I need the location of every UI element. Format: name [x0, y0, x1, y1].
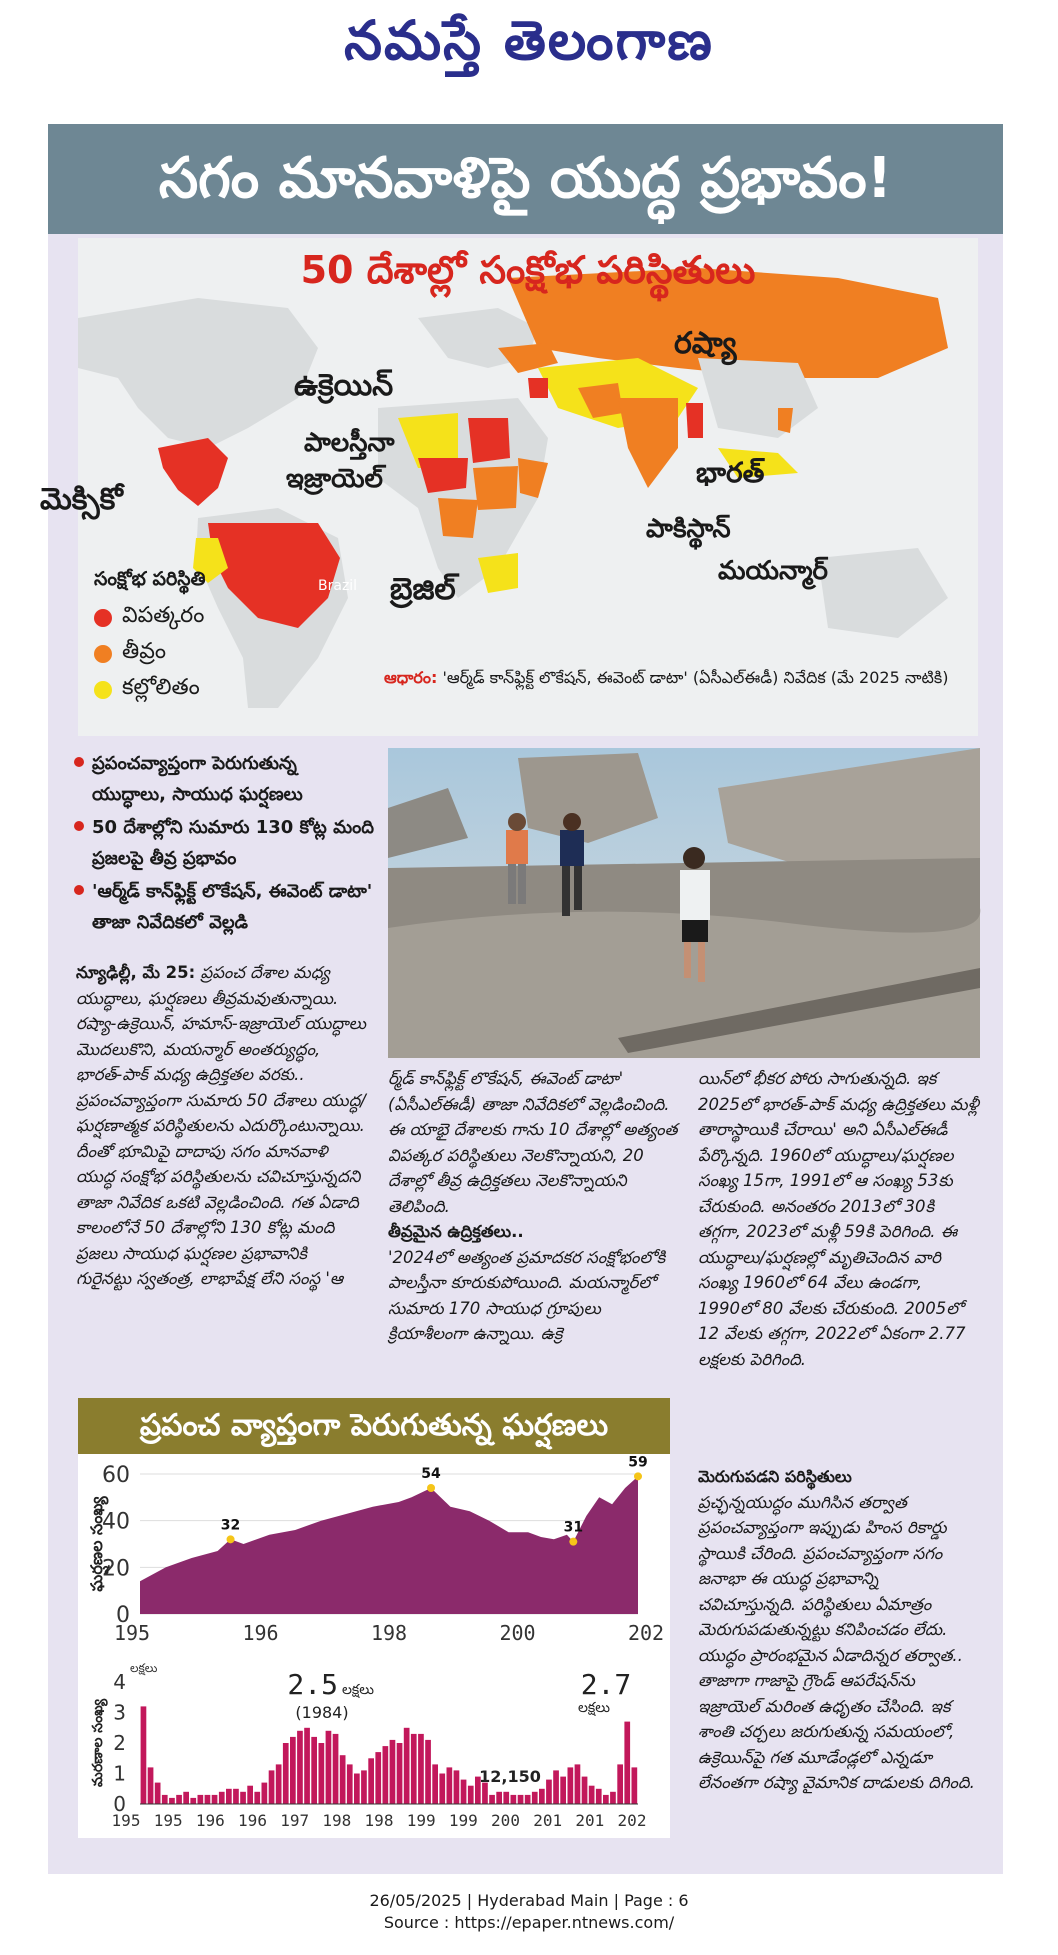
- bar-x-tick: 195: [153, 1811, 183, 1830]
- bar: [155, 1783, 161, 1804]
- highlights-list: [74, 748, 374, 940]
- region-drc: [438, 498, 478, 538]
- area-y-tick: 0: [116, 1603, 130, 1628]
- bar: [304, 1728, 310, 1804]
- area-annotation-dot: [634, 1472, 642, 1480]
- bar: [624, 1722, 630, 1804]
- map-title: 50 దేశాల్లో సంక్షోభ పరిస్థితులు: [300, 248, 756, 292]
- bar: [468, 1786, 474, 1804]
- photo-scene: [388, 748, 980, 1058]
- headline: సగం మానవాళిపై యుద్ధ ప్రభావం!: [48, 124, 1003, 234]
- article-text: '2024లో అత్యంత ప్రమాదకర సంక్షోభంలోకి పాలస్తీనా కూరుకుపోయింది. మయన్మార్‌లో సుమారు 170 సాయుధ గ్రూపులు క్రియాశీలంగా ఉన్నాయి. ఉక్రె: [388, 1247, 666, 1343]
- bar: [190, 1798, 196, 1804]
- bar-x-tick: 198: [322, 1811, 352, 1830]
- bar: [539, 1789, 545, 1804]
- bar: [183, 1792, 189, 1804]
- bar: [496, 1792, 502, 1804]
- footer-source: Source : https://epaper.ntnews.com/: [383, 1913, 675, 1932]
- bar: [212, 1795, 218, 1804]
- area-x-tick: 198: [370, 1621, 408, 1645]
- map-label-ukraine: ఉక్రెయిన్: [294, 368, 394, 403]
- bar: [162, 1795, 168, 1804]
- article-text: ప్రచ్ఛన్నయుద్ధం ముగిసిన తర్వాత ప్రపంచవ్యాప్తంగా ఇప్పుడు హింస రికార్డు స్థాయికి చేరింది. ప్రపంచవ్యాప్తంగా సగం జనాభా ఈ యుద్ధ ప్రభావాన్ని చవిచూస్తున్నది. పరిస్థితులు ఏమాత్రం మెరుగుపడుతున్నట్టు కనిపించడం లేదు. యుద్ధం ప్రారంభమైన ఏడాదిన్నర తర్వాత.. తాజాగా గాజాపై గ్రౌండ్ ఆపరేషన్‌ను ఇజ్రాయెల్ మరింత ఉధృతం చేసింది. ఇక శాంతి చర్చలు జరుగుతున్న సమయంలో, ఉక్రెయిన్‌పై గత మూడేండ్లలో ఎన్నడూ లేనంతగా రష్యా వైమానిక దాడులకు దిగింది.: [698, 1492, 975, 1792]
- bar: [326, 1731, 332, 1804]
- article-text: ప్రపంచ దేశాల మధ్య యుద్ధాలు, ఘర్షణలు తీవ్రమవుతున్నాయి. రష్యా-ఉక్రెయిన్, హమాస్-ఇజ్రాయెల్ యుద్ధాలు మొదలుకొని, మయన్మార్ అంతర్యుద్ధం, భారత్-పాక్ మధ్య ఉద్రిక్తతల వరకు.. ప్రపంచవ్యాప్తంగా సుమారు 50 దేశాలు యుద్ధ/ఘర్షణాత్మక పరిస్థితులను ఎదుర్కొంటున్నాయి. దీంతో భూమిపై దాదాపు సగం మానవాళి యుద్ధ సంక్షోభ పరిస్థితులను చవిచూస్తున్నదని తాజా నివేదిక ఒకటి వెల్లడించింది. గత ఏడాది కాలంలోనే 50 దేశాల్లోని 130 కోట్ల మంది ప్రజలు సాయుధ ఘర్షణల ప్రభావానికి గురైనట్టు స్వతంత్ర, లాభాపేక్ష లేని సంస్థ 'ఆ: [76, 963, 366, 1288]
- bar: [390, 1740, 396, 1804]
- bar: [205, 1795, 211, 1804]
- war-rubble-photo: [388, 748, 980, 1058]
- bar: [254, 1792, 260, 1804]
- bar: [603, 1795, 609, 1804]
- bar-x-tick: 196: [238, 1811, 267, 1830]
- article-column-1: [76, 960, 366, 1292]
- area-y-tick: 40: [102, 1509, 130, 1535]
- bar: [383, 1746, 389, 1804]
- footer-edition: 26/05/2025 | Hyderabad Main | Page : 6: [369, 1891, 689, 1910]
- bar: [632, 1767, 638, 1804]
- bar-x-tick: 196: [195, 1811, 225, 1830]
- bar-x-tick: 195: [111, 1811, 141, 1830]
- article-column-3: [698, 1066, 980, 1372]
- bar: [176, 1795, 182, 1804]
- article-text: ర్మ్‌డ్ కాన్‌ఫ్లిక్ట్ లొకేషన్, ఈవెంట్ డాటా' (ఏసీఎల్ఈడీ) తాజా నివేదికలో వెల్లడించింది. ఈ యాభై దేశాలకు గాను 10 దేశాల్లో అత్యంత విపత్కర పరిస్థితులు నెలకొన్నాయని, 20 దేశాల్లో తీవ్ర ఉద్రిక్తతలు నెలకొన్నాయని తెలిపింది.: [388, 1069, 678, 1216]
- article-column-2: [388, 1066, 678, 1347]
- region-east-africa: [473, 466, 518, 510]
- bar: [568, 1767, 574, 1804]
- bar: [532, 1792, 538, 1804]
- map-label-brazil: బ్రెజిల్: [390, 572, 456, 607]
- bar: [240, 1792, 246, 1804]
- bar: [425, 1740, 431, 1804]
- bar: [198, 1795, 204, 1804]
- bar: [553, 1770, 559, 1804]
- bar: [525, 1795, 531, 1804]
- bar: [439, 1774, 445, 1805]
- bar-x-tick: 202: [617, 1811, 647, 1830]
- area-x-tick: 196: [242, 1621, 279, 1645]
- masthead: నమస్తే తెలంగాణ: [344, 8, 714, 72]
- region-israel: [528, 378, 548, 398]
- bar: [340, 1755, 346, 1804]
- highlight-item: ప్రపంచవ్యాప్తంగా పెరుగుతున్న యుద్ధాలు, సాయుధ ఘర్షణలు: [74, 748, 374, 810]
- bar-annotation-recent-value: 2.7: [580, 1668, 632, 1701]
- area-annotation-label: 32: [220, 1517, 241, 1534]
- bar-annotation-peak-value: 2.5: [287, 1668, 338, 1701]
- bar: [226, 1789, 232, 1804]
- legend-label: తీవ్రం: [122, 639, 167, 664]
- legend-dot-yellow: [94, 681, 112, 699]
- bar: [461, 1780, 467, 1804]
- article-column-4: [698, 1464, 980, 1796]
- conflict-charts: [78, 1454, 670, 1838]
- area-annotation-dot: [427, 1484, 435, 1492]
- legend-label: విపత్కరం: [122, 603, 205, 628]
- map-label-mexico: మెక్సికో: [40, 482, 123, 517]
- bar: [247, 1786, 253, 1804]
- map-label-myanmar: మయన్మార్: [718, 556, 828, 586]
- bar: [354, 1774, 360, 1805]
- bar: [319, 1743, 325, 1804]
- bar: [560, 1777, 566, 1804]
- region-myanmar: [686, 403, 703, 438]
- bar: [397, 1743, 403, 1804]
- area-y-tick: 60: [102, 1463, 130, 1488]
- bar-unit-label: లక్షలు: [130, 1661, 158, 1675]
- bar-y-axis-label: మరణాల సంఖ్య: [90, 1699, 106, 1787]
- bar: [297, 1731, 303, 1804]
- highlight-item: 'ఆర్మ్‌డ్ కాన్‌ఫ్లిక్ట్ లొకేషన్, ఈవెంట్ డాటా' తాజా నివేదికలో వెల్లడి: [74, 876, 374, 938]
- bar: [262, 1783, 268, 1804]
- bar: [368, 1758, 374, 1804]
- bar: [511, 1795, 517, 1804]
- article-dateline: న్యూఢిల్లీ, మే 25:: [76, 963, 196, 982]
- area-annotation-dot: [569, 1538, 577, 1546]
- article-text: యిన్‌లో భీకర పోరు సాగుతున్నది. ఇక 2025లో భారత్-పాక్ మధ్య ఉద్రిక్తతలు మళ్లీ తారాస్థాయికి చేరాయి' అని ఏసీఎల్ఈడీ పేర్కొన్నది. 1960లో యుద్ధాలు/ఘర్షణల సంఖ్య 15గా, 1991లో ఆ సంఖ్య 53కు చేరుకుంది. అనంతరం 2013లో 30కి తగ్గగా, 2023లో మళ్లీ 59కి పెరిగింది. ఈ యుద్ధాలు/ఘర్షణల్లో మృతిచెందిన వారి సంఖ్య 1960లో 64 వేలు ఉండగా, 1990లో 80 వేలకు చేరుకుంది. 2005లో 12 వేలకు తగ్గగా, 2022లో ఏకంగా 2.77 లక్షలకు పెరిగింది.: [698, 1069, 979, 1369]
- bar-annotation-low-value: 12,150: [479, 1767, 541, 1786]
- source-label: ఆధారం:: [384, 668, 438, 687]
- bar-annotation-peak-year: (1984): [295, 1703, 349, 1722]
- map-label-brazil-en: Brazil: [318, 578, 358, 594]
- map-source: [384, 666, 964, 690]
- area-annotation-dot: [227, 1535, 235, 1543]
- area-y-axis-label: ఘర్షణల సంఖ్య: [87, 1496, 106, 1592]
- legend-dot-orange: [94, 645, 112, 663]
- map-label-palestine: పాలస్తీనా: [304, 428, 395, 458]
- bar: [219, 1792, 225, 1804]
- bar: [503, 1792, 509, 1804]
- bar-annotation-recent-unit: లక్షలు: [577, 1700, 611, 1716]
- bar: [589, 1786, 595, 1804]
- bar: [283, 1743, 289, 1804]
- bar-y-tick: 0: [113, 1792, 126, 1816]
- bar: [411, 1734, 417, 1804]
- map-label-pakistan: పాకిస్థాన్: [646, 514, 731, 544]
- bar: [269, 1770, 275, 1804]
- bar: [347, 1764, 353, 1804]
- page-footer: [0, 1890, 1058, 1934]
- legend-dot-red: [94, 609, 112, 627]
- area-series-fill: [140, 1476, 638, 1614]
- area-x-tick: 195: [113, 1621, 151, 1645]
- bar-y-tick: 1: [113, 1761, 126, 1786]
- bar-x-tick: 199: [406, 1811, 436, 1830]
- bar: [141, 1706, 147, 1804]
- area-annotation-label: 54: [421, 1466, 441, 1482]
- bar-y-tick: 4: [113, 1670, 126, 1694]
- charts-container: [78, 1454, 670, 1838]
- bar: [454, 1770, 460, 1804]
- area-y-tick: 20: [102, 1556, 130, 1582]
- bar: [148, 1767, 154, 1804]
- legend-title: సంక్షోభ పరిస్థితి: [94, 568, 206, 590]
- bar: [361, 1770, 367, 1804]
- article-subhead: తీవ్రమైన ఉద్రిక్తతలు..: [388, 1222, 524, 1241]
- bar: [418, 1734, 424, 1804]
- bar-x-tick: 199: [448, 1811, 478, 1830]
- map-label-india: భారత్: [696, 456, 765, 489]
- bar: [582, 1777, 588, 1804]
- map-legend: [94, 568, 354, 711]
- bar: [311, 1737, 317, 1804]
- bar: [575, 1764, 581, 1804]
- region-sudan: [468, 418, 510, 463]
- area-x-tick: 202: [627, 1621, 665, 1645]
- bar: [489, 1795, 495, 1804]
- legend-item-turbulent: [94, 675, 354, 705]
- bar: [617, 1764, 623, 1804]
- area-x-tick: 200: [499, 1621, 536, 1645]
- legend-item-intense: [94, 639, 354, 669]
- legend-label: కల్లోలితం: [122, 675, 200, 700]
- legend-item-severe: [94, 603, 354, 633]
- bar: [404, 1728, 410, 1804]
- bar: [375, 1752, 381, 1804]
- area-annotation-label: 31: [563, 1519, 584, 1536]
- bar: [596, 1789, 602, 1804]
- bar: [233, 1789, 239, 1804]
- article-subhead: మెరుగుపడని పరిస్థితులు: [698, 1467, 852, 1486]
- map-label-israel: ఇజ్రాయెల్: [286, 464, 383, 494]
- bar-annotation-peak-unit: లక్షలు: [342, 1682, 375, 1698]
- bar: [518, 1795, 524, 1804]
- bar: [546, 1780, 552, 1804]
- bar-y-tick: 3: [113, 1700, 126, 1725]
- bar: [290, 1737, 296, 1804]
- source-text: 'ఆర్మ్‌డ్ కాన్‌ఫ్లిక్ట్ లొకేషన్, ఈవెంట్ డాటా' (ఏసీఎల్ఈడీ) నివేదిక (మే 2025 నాటికి): [442, 668, 949, 687]
- map-label-russia: రష్యా: [674, 326, 737, 361]
- bar: [169, 1798, 175, 1804]
- bar: [610, 1792, 616, 1804]
- bar-y-tick: 2: [113, 1731, 126, 1755]
- bar: [276, 1764, 282, 1804]
- bar: [333, 1734, 339, 1804]
- chart-header: ప్రపంచ వ్యాప్తంగా పెరుగుతున్న ఘర్షణలు: [78, 1398, 670, 1454]
- bar-x-tick: 197: [280, 1811, 310, 1830]
- bar-x-tick: 198: [364, 1811, 394, 1830]
- bar-x-tick: 200: [491, 1811, 520, 1830]
- bar: [432, 1764, 438, 1804]
- bar: [447, 1767, 453, 1804]
- area-annotation-label: 59: [628, 1454, 648, 1471]
- bar-x-tick: 201: [533, 1811, 563, 1830]
- bar-x-tick: 201: [575, 1811, 605, 1830]
- world-map-graphic: [40, 238, 978, 736]
- highlight-item: 50 దేశాల్లోని సుమారు 130 కోట్ల మంది ప్రజలపై తీవ్ర ప్రభావం: [74, 812, 374, 874]
